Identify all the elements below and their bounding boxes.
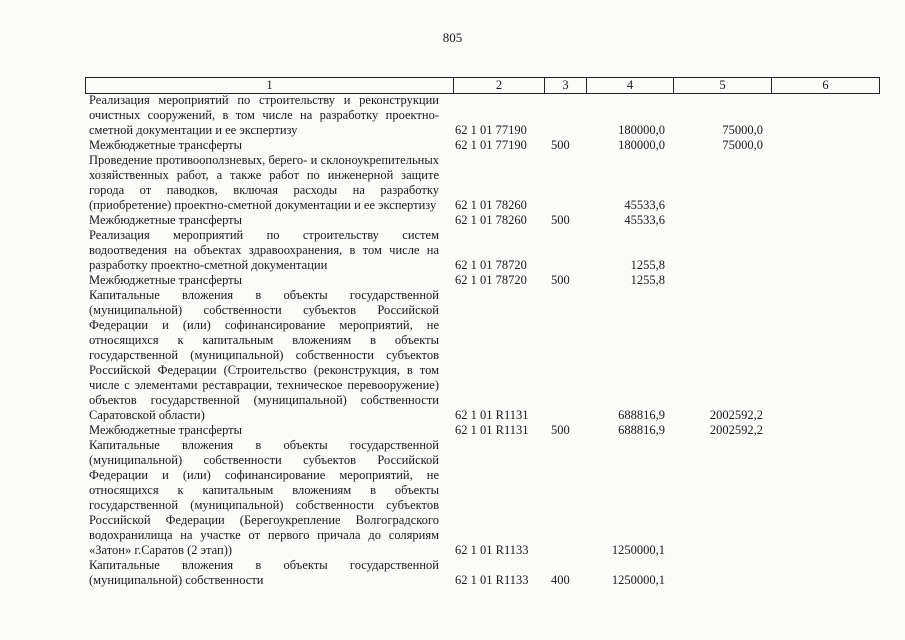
page-number: 805	[442, 30, 463, 45]
row-code: 62 1 01 R1131	[455, 423, 529, 437]
header-col-1: 1	[266, 78, 273, 92]
row-code: 62 1 01 78720	[455, 258, 527, 272]
row-description: Капитальные вложения в объекты государственной (муниципальной) собственности субъектов Российской Федерации и (или) софинансирование мероприятий, не относящихся к капитальным вложениям в объекты государственной (муниципальной) собственности субъектов Российской Федерации (Строительство (реконструкция, в том числе с элементами реставрации, техническое перевооружение) объектов государственной (муниципальной) собственности Саратовской области)	[89, 288, 439, 422]
row-amount-col4: 1255,8	[630, 258, 665, 272]
row-code: 62 1 01 R1133	[455, 543, 529, 557]
row-amount-col4: 1255,8	[630, 273, 665, 287]
table-row	[89, 288, 889, 423]
row-description: Реализация мероприятий по строительству систем водоотведения на объектах здравоохранения, в том числе на разработку проектно-сметной документации	[89, 228, 439, 272]
row-code: 62 1 01 78260	[455, 213, 527, 227]
row-description: Межбюджетные трансферты	[89, 423, 243, 437]
header-col-5: 5	[673, 78, 771, 93]
row-description: Проведение противооползневых, берего- и склоноукрепительных хозяйственных работ, а также работ по инженерной защите города от паводков, включая расходы на разработку (приобретение) проектно-сметной документации и ее экспертизу	[89, 153, 439, 212]
row-type: 400	[551, 573, 570, 587]
row-description: Капитальные вложения в объекты государственной (муниципальной) собственности	[89, 558, 439, 587]
row-amount-col4: 688816,9	[618, 408, 665, 422]
row-amount-col4: 180000,0	[618, 123, 665, 137]
row-amount-col4: 45533,6	[624, 213, 665, 227]
table-row	[89, 273, 889, 288]
table-header	[85, 77, 880, 94]
row-description: Межбюджетные трансферты	[89, 273, 243, 287]
table-body	[89, 93, 889, 588]
row-description: Межбюджетные трансферты	[89, 138, 243, 152]
row-amount-col4: 1250000,1	[611, 573, 665, 587]
header-col-3: 3	[544, 78, 586, 93]
row-description: Межбюджетные трансферты	[89, 213, 243, 227]
table-row	[89, 138, 889, 153]
row-amount-col4: 45533,6	[624, 198, 665, 212]
row-amount-col4: 1250000,1	[611, 543, 665, 557]
table-row	[89, 438, 889, 558]
header-col-4: 4	[586, 78, 673, 93]
row-type: 500	[551, 138, 570, 152]
table-row	[89, 213, 889, 228]
row-amount-col5: 2002592,2	[709, 423, 763, 437]
row-type: 500	[551, 423, 570, 437]
row-description: Капитальные вложения в объекты государственной (муниципальной) собственности субъектов Российской Федерации и (или) софинансирование мероприятий, не относящихся к капитальным вложениям в объекты государственной (муниципальной) собственности субъектов Российской Федерации (Берегоукрепление Волгоградского водохранилища на участке от первого причала до соляриям «Затон» г.Саратов (2 этап))	[89, 438, 439, 557]
row-amount-col4: 180000,0	[618, 138, 665, 152]
table-row	[89, 423, 889, 438]
row-code: 62 1 01 77190	[455, 138, 527, 152]
row-amount-col5: 75000,0	[722, 123, 763, 137]
row-code: 62 1 01 R1131	[455, 408, 529, 422]
header-col-6: 6	[771, 78, 879, 93]
row-code: 62 1 01 78720	[455, 273, 527, 287]
table-row	[89, 228, 889, 273]
table-row	[89, 558, 889, 588]
table-row	[89, 153, 889, 213]
row-code: 62 1 01 R1133	[455, 573, 529, 587]
row-amount-col5: 75000,0	[722, 138, 763, 152]
row-code: 62 1 01 77190	[455, 123, 527, 137]
row-type: 500	[551, 273, 570, 287]
table-row	[89, 93, 889, 138]
row-type: 500	[551, 213, 570, 227]
row-code: 62 1 01 78260	[455, 198, 527, 212]
row-amount-col4: 688816,9	[618, 423, 665, 437]
row-description: Реализация мероприятий по строительству и реконструкции очистных сооружений, в том числе на разработку проектно-сметной документации и ее экспертизу	[89, 93, 439, 137]
row-amount-col5: 2002592,2	[709, 408, 763, 422]
header-col-2: 2	[453, 78, 544, 93]
